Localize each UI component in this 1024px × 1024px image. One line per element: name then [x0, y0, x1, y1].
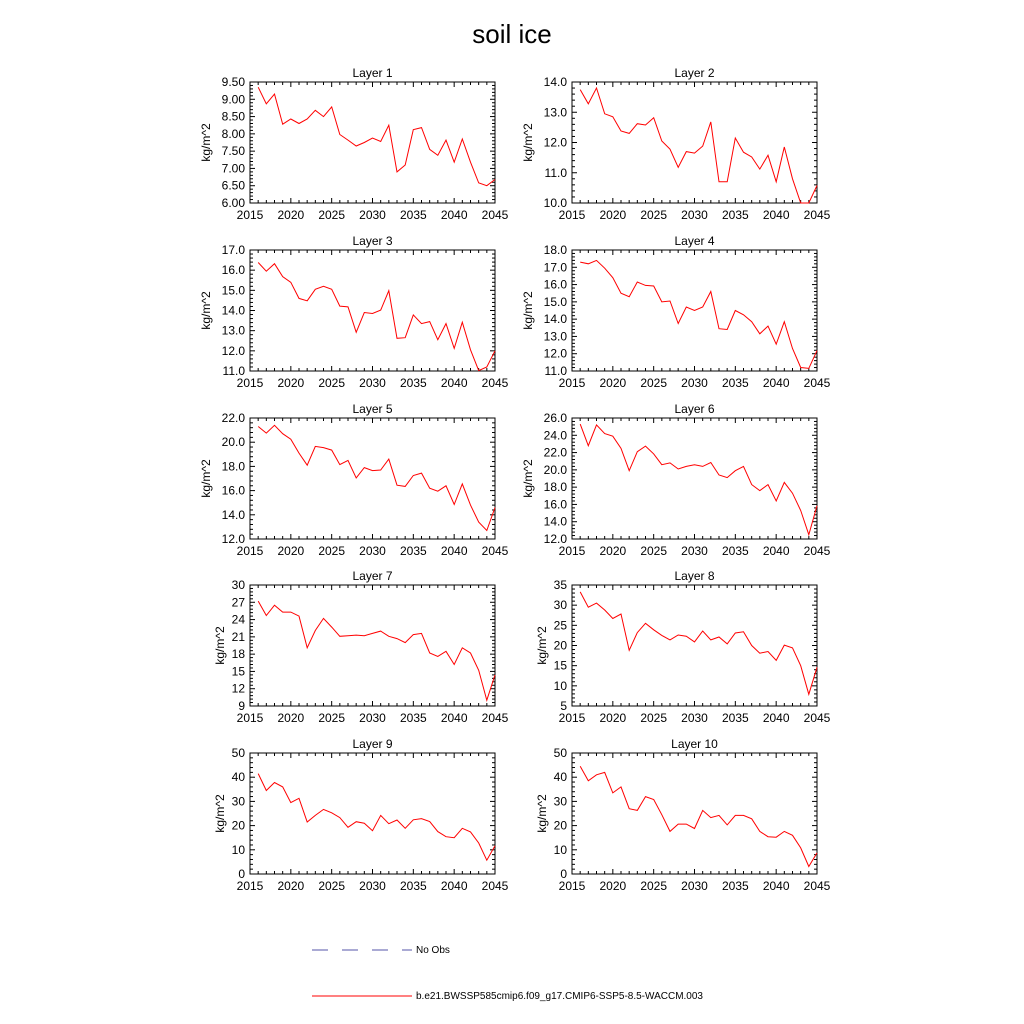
y-tick-label: 12.0	[543, 346, 567, 361]
y-tick-label: 15.0	[543, 294, 567, 309]
x-tick-label: 2040	[440, 879, 468, 893]
x-tick-label: 2015	[558, 711, 586, 725]
y-tick-label: 15	[553, 658, 567, 673]
panel-grid	[199, 66, 831, 893]
series-line	[580, 260, 817, 368]
x-tick-label: 2030	[359, 879, 386, 893]
x-tick-label: 2035	[399, 711, 427, 725]
y-tick-label: 10	[231, 842, 245, 857]
y-tick-label: 5	[560, 699, 567, 713]
y-tick-label: 20.0	[221, 435, 245, 450]
x-tick-label: 2040	[762, 879, 790, 893]
y-tick-label: 14.0	[543, 75, 567, 89]
y-tick-label: 26.0	[543, 411, 567, 425]
panel-layer-8	[535, 569, 831, 725]
x-tick-label: 2030	[681, 544, 708, 558]
y-axis-label: kg/m^2	[521, 291, 535, 330]
y-tick-label: 7.00	[221, 161, 245, 176]
y-tick-label: 18	[231, 647, 245, 662]
y-tick-label: 9.50	[221, 75, 245, 89]
panel-title: Layer 6	[674, 402, 715, 416]
y-tick-label: 40	[231, 770, 245, 785]
y-tick-label: 20	[553, 818, 567, 833]
x-tick-label: 2015	[558, 208, 586, 222]
x-tick-label: 2020	[277, 544, 305, 558]
figure-title: soil ice	[472, 19, 552, 49]
panel-layer-6	[521, 402, 831, 558]
y-axis-label: kg/m^2	[199, 123, 213, 162]
x-tick-label: 2045	[481, 711, 509, 725]
x-tick-label: 2040	[440, 376, 468, 390]
panel-layer-9	[213, 737, 509, 893]
x-tick-label: 2045	[803, 544, 831, 558]
x-tick-label: 2040	[440, 544, 468, 558]
x-tick-label: 2045	[803, 879, 831, 893]
x-tick-label: 2045	[481, 208, 509, 222]
y-tick-label: 20	[553, 638, 567, 653]
y-tick-label: 18.0	[221, 459, 245, 474]
y-tick-label: 15	[231, 664, 245, 679]
y-tick-label: 18.0	[543, 480, 567, 495]
x-tick-label: 2040	[762, 544, 790, 558]
y-tick-label: 12.0	[221, 532, 245, 546]
plot-frame	[572, 585, 817, 706]
y-tick-label: 25	[553, 618, 567, 633]
y-tick-label: 7.50	[221, 144, 245, 159]
y-tick-label: 50	[553, 746, 567, 760]
x-tick-label: 2040	[440, 208, 468, 222]
x-tick-label: 2025	[318, 879, 346, 893]
series-line	[580, 592, 817, 694]
y-tick-label: 8.50	[221, 109, 245, 124]
y-tick-label: 30	[553, 794, 567, 809]
panel-layer-7	[213, 569, 509, 725]
x-tick-label: 2020	[599, 544, 627, 558]
y-tick-label: 16.0	[221, 483, 245, 498]
x-tick-label: 2015	[236, 544, 264, 558]
x-tick-label: 2035	[399, 879, 427, 893]
y-tick-label: 16.0	[543, 277, 567, 292]
y-tick-label: 9	[238, 699, 245, 713]
y-tick-label: 16.0	[221, 263, 245, 278]
y-tick-label: 18.0	[543, 243, 567, 257]
y-tick-label: 10	[553, 842, 567, 857]
x-tick-label: 2020	[277, 376, 305, 390]
y-tick-label: 20	[231, 818, 245, 833]
y-axis-label: kg/m^2	[213, 626, 227, 665]
x-tick-label: 2015	[236, 376, 264, 390]
y-axis-label: kg/m^2	[535, 626, 549, 665]
x-tick-label: 2045	[481, 376, 509, 390]
legend-obs-label: No Obs	[416, 945, 450, 956]
y-tick-label: 13.0	[543, 329, 567, 344]
x-tick-label: 2035	[399, 208, 427, 222]
x-tick-label: 2030	[359, 711, 386, 725]
y-tick-label: 6.00	[221, 196, 245, 210]
y-tick-label: 24	[231, 612, 245, 627]
y-tick-label: 14.0	[221, 303, 245, 318]
x-tick-label: 2045	[481, 879, 509, 893]
panel-layer-3	[199, 234, 509, 390]
x-tick-label: 2025	[640, 711, 668, 725]
x-tick-label: 2020	[599, 711, 627, 725]
x-tick-label: 2030	[681, 376, 708, 390]
series-line	[258, 263, 495, 371]
y-axis-label: kg/m^2	[199, 459, 213, 498]
legend-model-label: b.e21.BWSSP585cmip6.f09_g17.CMIP6-SSP5-8.5-WACCM.003	[416, 991, 703, 1002]
y-tick-label: 15.0	[221, 283, 245, 298]
x-tick-label: 2040	[762, 711, 790, 725]
panel-layer-1	[199, 66, 509, 222]
y-axis-label: kg/m^2	[521, 123, 535, 162]
y-tick-label: 50	[231, 746, 245, 760]
y-tick-label: 14.0	[221, 507, 245, 522]
x-tick-label: 2035	[721, 879, 749, 893]
x-tick-label: 2025	[640, 208, 668, 222]
x-tick-label: 2020	[277, 879, 305, 893]
y-tick-label: 12.0	[543, 135, 567, 150]
panel-layer-10	[535, 737, 831, 893]
x-tick-label: 2020	[599, 879, 627, 893]
plot-frame	[572, 418, 817, 539]
y-tick-label: 12.0	[543, 532, 567, 546]
x-tick-label: 2015	[236, 208, 264, 222]
x-tick-label: 2035	[721, 711, 749, 725]
plot-frame	[250, 82, 495, 203]
x-tick-label: 2025	[318, 711, 346, 725]
y-tick-label: 11.0	[544, 364, 567, 378]
y-tick-label: 22.0	[221, 411, 245, 425]
x-tick-label: 2040	[762, 208, 790, 222]
series-line	[580, 766, 817, 866]
series-line	[258, 601, 495, 700]
y-tick-label: 12	[231, 681, 245, 696]
y-tick-label: 22.0	[543, 445, 567, 460]
x-tick-label: 2035	[721, 376, 749, 390]
y-tick-label: 0	[560, 867, 567, 881]
y-tick-label: 13.0	[543, 105, 567, 120]
y-axis-label: kg/m^2	[213, 794, 227, 833]
series-line	[580, 424, 817, 535]
y-tick-label: 6.50	[221, 178, 245, 193]
panel-title: Layer 9	[352, 737, 393, 751]
x-tick-label: 2035	[399, 544, 427, 558]
x-tick-label: 2025	[640, 879, 668, 893]
x-tick-label: 2045	[803, 711, 831, 725]
x-tick-label: 2030	[681, 879, 708, 893]
panel-title: Layer 7	[352, 569, 393, 583]
plot-frame	[250, 585, 495, 706]
x-tick-label: 2025	[640, 544, 668, 558]
y-tick-label: 17.0	[221, 243, 245, 257]
panel-title: Layer 3	[352, 234, 393, 248]
plot-frame	[250, 250, 495, 371]
x-tick-label: 2015	[558, 544, 586, 558]
y-tick-label: 21	[231, 629, 245, 644]
panel-title: Layer 10	[671, 737, 718, 751]
y-tick-label: 9.00	[221, 92, 245, 107]
series-line	[258, 87, 495, 186]
x-tick-label: 2020	[277, 208, 305, 222]
plot-frame	[250, 753, 495, 874]
series-line	[580, 88, 817, 203]
panel-layer-5	[199, 402, 509, 558]
y-tick-label: 14.0	[543, 514, 567, 529]
panel-title: Layer 2	[674, 66, 715, 80]
y-tick-label: 13.0	[221, 323, 245, 338]
x-tick-label: 2020	[599, 376, 627, 390]
y-tick-label: 17.0	[543, 260, 567, 275]
legend	[312, 945, 703, 1002]
x-tick-label: 2045	[803, 376, 831, 390]
x-tick-label: 2015	[558, 376, 586, 390]
y-tick-label: 24.0	[543, 428, 567, 443]
y-axis-label: kg/m^2	[535, 794, 549, 833]
y-tick-label: 10.0	[543, 196, 567, 210]
y-tick-label: 0	[238, 867, 245, 881]
x-tick-label: 2045	[481, 544, 509, 558]
y-tick-label: 30	[231, 578, 245, 592]
series-line	[258, 774, 495, 861]
x-tick-label: 2015	[236, 879, 264, 893]
y-axis-label: kg/m^2	[521, 459, 535, 498]
y-tick-label: 11.0	[222, 364, 245, 378]
x-tick-label: 2040	[440, 711, 468, 725]
panel-layer-4	[521, 234, 831, 390]
x-tick-label: 2025	[318, 376, 346, 390]
panel-title: Layer 1	[352, 66, 393, 80]
x-tick-label: 2030	[681, 208, 708, 222]
y-tick-label: 20.0	[543, 462, 567, 477]
x-tick-label: 2025	[318, 544, 346, 558]
plot-frame	[572, 753, 817, 874]
y-tick-label: 8.00	[221, 126, 245, 141]
y-tick-label: 12.0	[221, 343, 245, 358]
y-tick-label: 30	[553, 598, 567, 613]
x-tick-label: 2030	[359, 544, 386, 558]
y-tick-label: 30	[231, 794, 245, 809]
y-tick-label: 14.0	[543, 312, 567, 327]
x-tick-label: 2030	[359, 376, 386, 390]
y-tick-label: 35	[553, 578, 567, 592]
x-tick-label: 2020	[277, 711, 305, 725]
panel-title: Layer 5	[352, 402, 393, 416]
plot-frame	[572, 82, 817, 203]
y-tick-label: 27	[231, 595, 245, 610]
y-tick-label: 40	[553, 770, 567, 785]
panel-title: Layer 4	[674, 234, 715, 248]
x-tick-label: 2030	[359, 208, 386, 222]
x-tick-label: 2045	[803, 208, 831, 222]
x-tick-label: 2030	[681, 711, 708, 725]
y-tick-label: 16.0	[543, 497, 567, 512]
x-tick-label: 2025	[640, 376, 668, 390]
x-tick-label: 2015	[558, 879, 586, 893]
x-tick-label: 2015	[236, 711, 264, 725]
panel-title: Layer 8	[674, 569, 715, 583]
x-tick-label: 2035	[399, 376, 427, 390]
x-tick-label: 2035	[721, 544, 749, 558]
x-tick-label: 2020	[599, 208, 627, 222]
x-tick-label: 2025	[318, 208, 346, 222]
y-tick-label: 11.0	[544, 165, 567, 180]
x-tick-label: 2040	[762, 376, 790, 390]
x-tick-label: 2035	[721, 208, 749, 222]
y-axis-label: kg/m^2	[199, 291, 213, 330]
series-line	[258, 425, 495, 530]
panel-layer-2	[521, 66, 831, 222]
y-tick-label: 10	[553, 678, 567, 693]
